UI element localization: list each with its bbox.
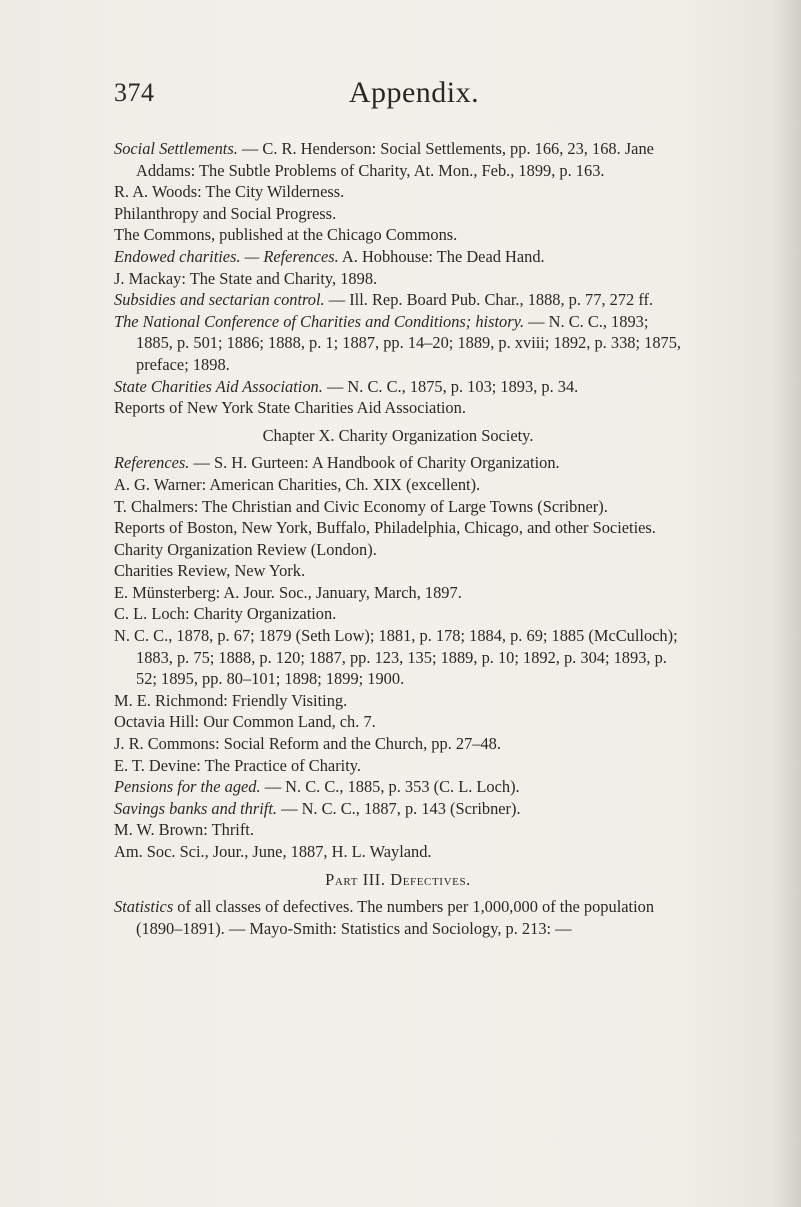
entry-text: — N. C. C., 1887, p. 143 (Scribner). [277,798,521,818]
entry-text: — C. R. Henderson: Social Settlements, pp. 166, 23, 168. Jane Addams: The Subtle Problems of Charity, At. Mon., Feb., 1899, p. 163. [136,139,654,180]
entry-text: — N. C. C., 1893; 1885, p. 501; 1886; 1888, p. 1; 1887, pp. 14–20; 1889, p. xviii; 1892, p. 338; 1875, preface; 1898. [136,311,681,374]
bibliography-entry [114,311,682,376]
entry-topic: References. [114,453,190,473]
entry-text: E. Münsterberg: A. Jour. Soc., January, March, 1897. [114,582,462,602]
part-heading: Part III. Defectives. [325,869,471,889]
entry-text: Reports of New York State Charities Aid Association. [114,398,466,418]
entry-topic: Subsidies and sectarian control. [114,290,325,310]
bibliography-entry [114,181,682,203]
bibliography-entry [114,582,682,604]
page-edge-shadow [773,0,801,1207]
bibliography-entry [114,625,682,690]
entry-text: The Commons, published at the Chicago Commons. [114,225,458,245]
entry-topic: Pensions for the aged. [114,777,261,797]
entry-topic: Statistics [114,897,174,917]
entry-text: T. Chalmers: The Christian and Civic Economy of Large Towns (Scribner). [114,496,608,516]
bibliography-entry [114,517,682,539]
bibliography-entry [114,138,682,181]
entry-text: Charity Organization Review (London). [114,539,377,559]
running-head: Appendix. [348,76,480,109]
bibliography-entry [114,452,682,474]
entry-text: — S. H. Gurteen: A Handbook of Charity Organization. [189,453,560,473]
entry-text: J. R. Commons: Social Reform and the Church, pp. 27–48. [114,734,501,754]
entry-topic: State Charities Aid Association. [114,376,323,396]
bibliography-entry [114,474,682,496]
entry-text: J. Mackay: The State and Charity, 1898. [114,268,378,288]
page-number: 374 [114,78,155,107]
bibliography-entry [114,819,682,841]
bibliography-entry [114,603,682,625]
bibliography-entry [114,224,682,246]
section-charity-organization [114,452,682,862]
entry-text: R. A. Woods: The City Wilderness. [114,182,345,202]
bibliography-entry [114,203,682,225]
entry-text: C. L. Loch: Charity Organization. [114,604,337,624]
bibliography-entry [114,755,682,777]
entry-text: — N. C. C., 1885, p. 353 (C. L. Loch). [260,777,520,797]
page-header [114,78,714,118]
entry-text: Am. Soc. Sci., Jour., June, 1887, H. L. Wayland. [114,842,432,861]
bibliography-entry [114,841,682,863]
bibliography-entry [114,268,682,290]
entry-text: Reports of Boston, New York, Buffalo, Philadelphia, Chicago, and other Societies. [114,518,656,538]
bibliography-entry [114,711,682,733]
bibliography-entry [114,496,682,518]
bibliography-entry [114,798,682,820]
bibliography-entry [114,690,682,712]
entry-text: A. G. Warner: American Charities, Ch. XIX (excellent). [114,474,481,494]
page-body [114,138,682,939]
entry-topic: Savings banks and thrift. [114,798,277,818]
entry-text: M. E. Richmond: Friendly Visiting. [114,690,348,710]
entry-topic: The National Conference of Charities and Conditions; history. [114,311,525,331]
entry-text: A. Hobhouse: The Dead Hand. [338,246,545,266]
bibliography-entry [114,397,682,419]
bibliography-entry [114,289,682,311]
bibliography-entry [114,376,682,398]
bibliography-entry [114,539,682,561]
section-social-settlements [114,138,682,419]
bibliography-entry [114,560,682,582]
entry-text: Philanthropy and Social Progress. [114,203,337,223]
bibliography-entry [114,896,682,939]
entry-text: M. W. Brown: Thrift. [114,820,254,840]
entry-text: Charities Review, New York. [114,561,306,581]
entry-text: — N. C. C., 1875, p. 103; 1893, p. 34. [322,376,579,396]
entry-text: of all classes of defectives. The numbers per 1,000,000 of the population (1890–1891). — Mayo-Smith: Statistics and Sociology, p. 213: — [136,897,655,938]
bibliography-entry [114,733,682,755]
chapter-heading: Chapter X. Charity Organization Society. [262,425,534,445]
entry-text: E. T. Devine: The Practice of Charity. [114,755,361,775]
entry-text: — Ill. Rep. Board Pub. Char., 1888, p. 77, 272 ff. [324,290,654,310]
entry-text: N. C. C., 1878, p. 67; 1879 (Seth Low); 1881, p. 178; 1884, p. 69; 1885 (McCulloch); 1883, p. 75; 1888, p. 120; 1887, pp. 123, 135; 1889, p. 10; 1892, p. 304; 1893, p. 52; 1895, pp. 80–101; 1898; 1899; 1900. [114,626,678,689]
entry-topic: Endowed charities. — References. [114,246,339,266]
bibliography-entry [114,246,682,268]
section-defectives [114,896,682,939]
entry-topic: Social Settlements. [114,139,238,158]
entry-text: Octavia Hill: Our Common Land, ch. 7. [114,712,376,732]
bibliography-entry [114,776,682,798]
